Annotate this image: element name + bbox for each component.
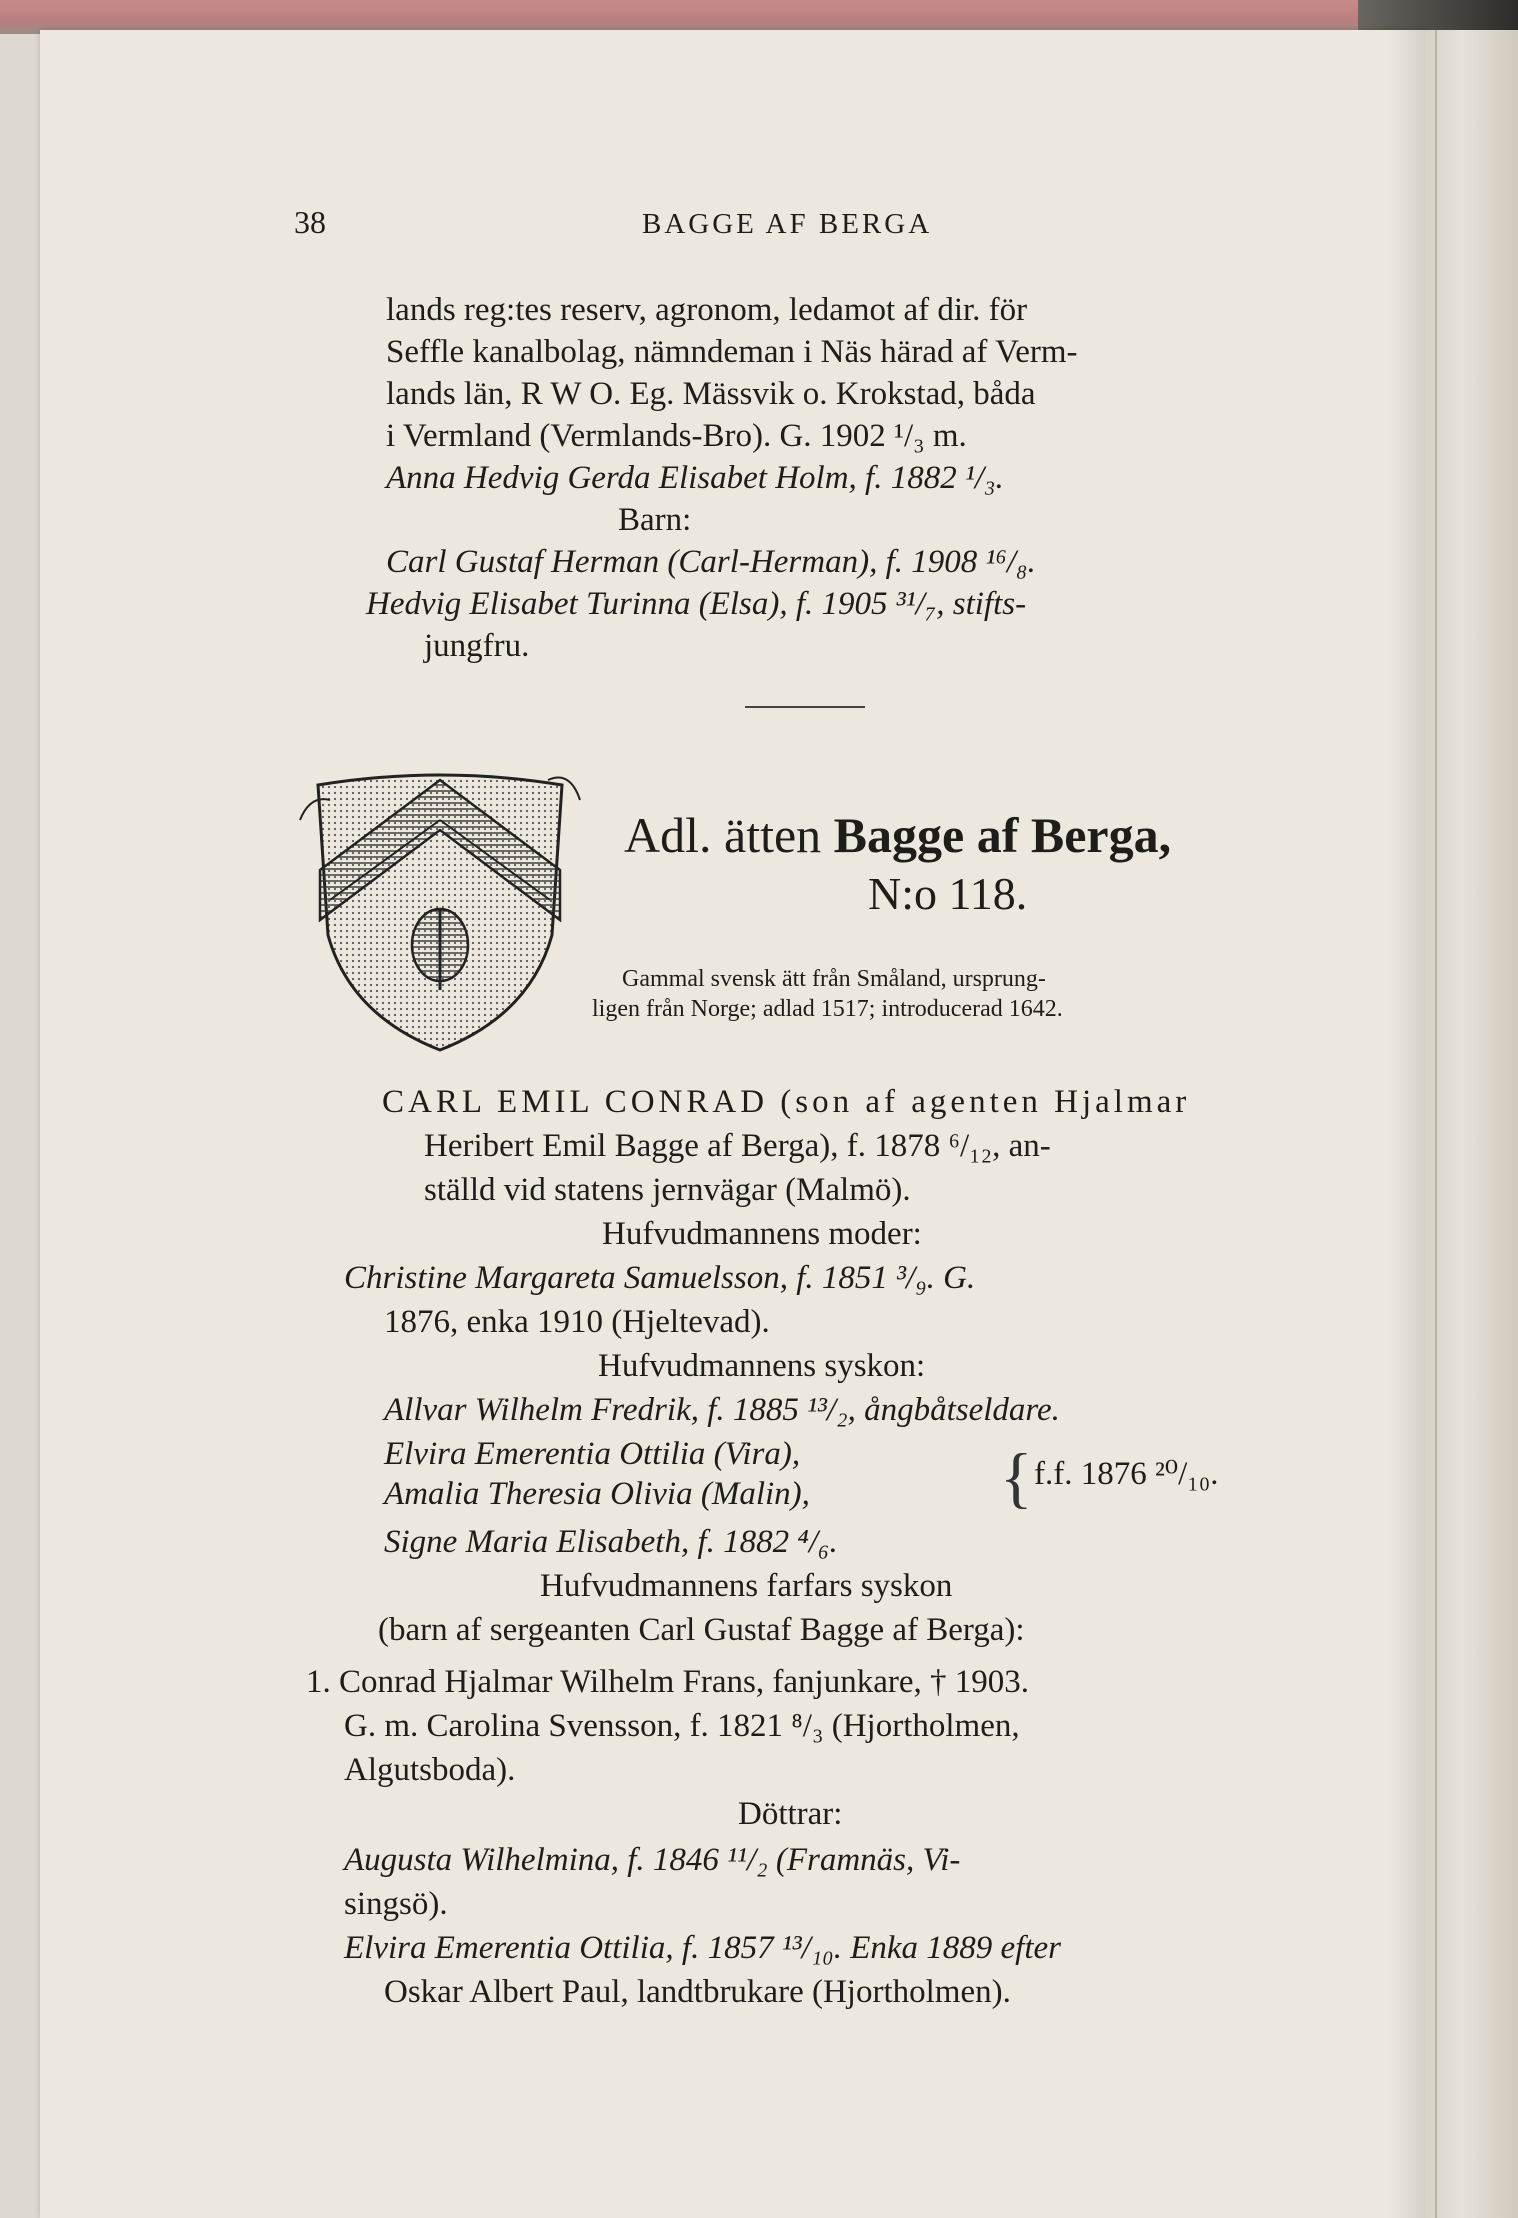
subheading: Döttrar: xyxy=(738,1796,843,1832)
text-line: Elvira Emerentia Ottilia, f. 1857 ¹³/₁₀. Enka 1889 efter xyxy=(344,1930,1061,1966)
brace-symbol: { xyxy=(1000,1439,1033,1515)
text-line: Hedvig Elisabet Turinna (Elsa), f. 1905 ³¹/₇, stifts- xyxy=(366,586,1027,622)
text-line: Heribert Emil Bagge af Berga), f. 1878 ⁶/₁₂, an- xyxy=(424,1128,1051,1164)
family-number: N:o 118. xyxy=(868,868,1028,919)
text-line: ställd vid statens jernvägar (Malmö). xyxy=(424,1172,911,1208)
text-line: Elvira Emerentia Ottilia (Vira), xyxy=(384,1436,801,1472)
page-number: 38 xyxy=(294,204,326,240)
family-description-line: ligen från Norge; adlad 1517; introducerad 1642. xyxy=(592,996,1063,1022)
text-line: lands län, R W O. Eg. Mässvik o. Krokstad, båda xyxy=(386,376,1036,412)
text-line: Algutsboda). xyxy=(344,1752,516,1788)
text-line: 1. Conrad Hjalmar Wilhelm Frans, fanjunkare, † 1903. xyxy=(306,1664,1029,1700)
text-line: Christine Margareta Samuelsson, f. 1851 ³/₉. G. xyxy=(344,1260,976,1296)
page-edge-line xyxy=(1435,30,1437,2218)
subheading: Hufvudmannens syskon: xyxy=(598,1348,926,1384)
text-line: Seffle kanalbolag, nämndeman i Näs härad af Verm- xyxy=(386,334,1078,370)
text-line: (barn af sergeanten Carl Gustaf Bagge af Berga): xyxy=(378,1612,1025,1648)
text-line: Augusta Wilhelmina, f. 1846 ¹¹/₂ (Framnäs, Vi- xyxy=(344,1842,961,1878)
text-line: f.f. 1876 ²⁰/₁₀. xyxy=(1034,1456,1219,1492)
text-line: G. m. Carolina Svensson, f. 1821 ⁸/₃ (Hjortholmen, xyxy=(344,1708,1020,1744)
page-fold-shadow xyxy=(1389,30,1425,2218)
section-separator xyxy=(745,706,865,708)
family-title-prefix: Adl. ätten xyxy=(624,807,822,863)
subheading: Barn: xyxy=(618,502,692,538)
text-line: 1876, enka 1910 (Hjeltevad). xyxy=(384,1304,770,1340)
text-line: CARL EMIL CONRAD (son af agenten Hjalmar xyxy=(382,1084,1191,1120)
top-edge-band xyxy=(0,0,1518,34)
family-description-line: Gammal svensk ätt från Småland, ursprung- xyxy=(622,966,1046,992)
text-line: lands reg:tes reserv, agronom, ledamot af dir. för xyxy=(386,292,1028,328)
running-title: BAGGE AF BERGA xyxy=(642,208,933,240)
text-line: Anna Hedvig Gerda Elisabet Holm, f. 1882 ¹/₃. xyxy=(386,460,1004,496)
family-title xyxy=(624,805,1171,865)
subheading: Hufvudmannens moder: xyxy=(602,1216,922,1252)
text-line: i Vermland (Vermlands-Bro). G. 1902 ¹/₃ m. xyxy=(386,418,967,454)
text-line: Oskar Albert Paul, landtbrukare (Hjortholmen). xyxy=(384,1974,1011,2010)
text-line: jungfru. xyxy=(424,628,530,664)
text-line: singsö). xyxy=(344,1886,448,1922)
family-title-name: Bagge af Berga, xyxy=(833,807,1172,863)
text-line: Carl Gustaf Herman (Carl-Herman), f. 1908 ¹⁶/₈. xyxy=(386,544,1036,580)
text-line: Amalia Theresia Olivia (Malin), xyxy=(384,1476,810,1512)
top-edge-dark xyxy=(1358,0,1518,34)
subheading: Hufvudmannens farfars syskon xyxy=(540,1568,953,1604)
coat-of-arms-image xyxy=(290,760,590,1060)
page-edge xyxy=(1425,30,1518,2218)
text-line: Allvar Wilhelm Fredrik, f. 1885 ¹³/₂, ångbåtseldare. xyxy=(384,1392,1060,1428)
text-line: Signe Maria Elisabeth, f. 1882 ⁴/₆. xyxy=(384,1524,838,1560)
